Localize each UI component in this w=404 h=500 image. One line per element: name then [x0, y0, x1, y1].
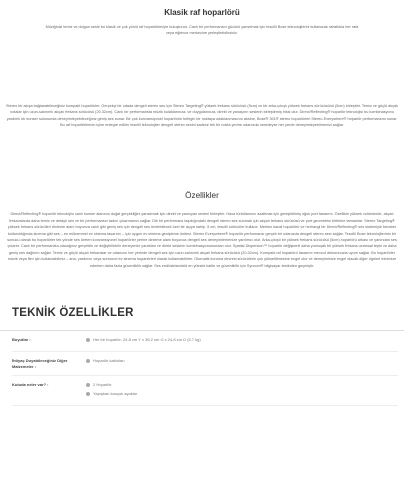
bullet-icon [86, 359, 90, 363]
spec-label: Kutuda neler var? : [12, 382, 49, 388]
spec-value-text: 2 Hoparlör [93, 382, 112, 388]
spec-value-text: Hoparlör kabloları [93, 358, 125, 364]
specs-title: TEKNİK ÖZELLİKLER [12, 307, 134, 320]
features-paragraph: Direct/Reflecting® hoparlör teknolojisi canlı konser alanının doğal gerçekliğini yansıtmak için direkt ve yansıyan sesleri birleştirir. Hava türbülansını azaltmak için genişletilmiş oğuk port tasarımı. Özellikle yüksek volümlerde, akçalı frekanslarda daha temiz ve detaylı ses ve bir performansın tadını çıkarmanızı sağlar. Dik bir performans taşıtlığındaki dengeli stereo ses sunmak için akçalı frekans sürücüsü ve port geometrisi birbirine tamamlar. Stereo Targeting® yüksek frekans sürücüleri dinleme alanı boyunca canlı gibi geniş ses için dengeli ses üretebilecek özel bir açıya sahip. 5 cm, tescilli sürücüler kullanır. Merkez kanal hoparlörü ve herhangi bir Direct/Reflecting® ses sistemiyle beraber kullanıldığında sinema gibi ses – en mükemmel ev sinema tasarımı – için uygun ev sinema genişleme ünitesi. Stereo Everywhere® hoparlör performansı gerçek bir odanızda dengeli stereo sesi sağlar. Tescilli Bose teknolojilerinin bir sonucu olarak bu hoparlörler tek yönde ses üreten konvansiyonel hoparlörler yerine dinleme alanı boyunca dengeli ses deneyimlemenize yardımcı olur. Arka-çıkışlı bir yüksek frekans sürücüsü (5cm) hoparlörü arkası ve yanından ses çıkartır. Canlı bir performansta olacağınız gerçeklik ve değiştirilebilir deneyimini yaratılan ve direkt seslerin kombinasyonunundan olur. Spatial Dispersion™ hoparlör değişkenli daha yumuşak bir yüksek frekans uzamsal tepki ve daha geniş ses dağılımı sağlar. Temiz ve güçlü akçalı frekanslar ve odanızın her yerinde dengeli ses için uzun-salınımlı akçalı frekans sürücüsü (20.32cm). Kompakt raf hoparlörü tasarımı mevcut dekorunuzla uyum sağlar. Bu hoparlörler müzik veya film için kullanılabilmiz – ana, yardımcı veya surround ev sinema hoparlörleri olarak kullanılabilirler. Otomatik koruma devresi sürücülerin çok yükseltilmesine engel olur ve deneyiminize engel olacak diğer ögeleri minimize ederken daha fazla güvenilirlik sağlar. Ses endüstrisindeki en yüksek kalite ve güvenilirlik için Syncom® bilgisayar testinden geçmiştir. [7, 212, 397, 268]
spec-label: İhtiyaç Duyabileceğiniz Diğer Malzemeler : [12, 358, 68, 370]
bullet-icon [86, 392, 90, 396]
spec-value-item [86, 391, 398, 397]
bullet-icon [86, 338, 90, 342]
specs-section [0, 307, 404, 406]
spec-row-in-the-box [12, 376, 398, 406]
intro-paragraph: Müziğinizi temiz ve dolgun sesle bu klasik ve çok yönlü raf hoparlörleriyle buluşturun. Canlı bir performansın gücünü yansıtmak için tescilli Bose teknolojilerini kullanarak rahatlıkla her rafa veya eğlence merkezine yerleştirebilirsiniz. [45, 25, 359, 36]
spec-value-item [86, 358, 398, 364]
bullet-icon [86, 383, 90, 387]
spec-values [86, 337, 398, 346]
spec-value-item [86, 382, 398, 388]
description-paragraph: Stereo bir akışa bağlanabileceğiniz kompakt hoparlörler. Gerçekçi bir odada dengeli stereo ses için Stereo Targeting® yüksek frekans sürücüsü (5cm) ve bir arka-çıkışlı yüksek frekans sürücüsünü (5cm) birleştirir. Temiz ve güçlü akçalı notalar için uzun-salınımlı akçalı frekans sürücüsü (20.32cm). Canlı bir performansta müzik kulaklarınıza, ve duygularınıza, direkt ve yanaşırın seslerin birleştirmiş hissi olur. Direct/Reflecting® hoparlör teknolojisi bu kombinasyonu yardımlı bir konser solonunda deneyimleyebileceğiniz geniş ses sunar. Bir çok konvansiyonel hoparlörün belirgin bir noktaya odaklanmasının aksine, Bose® 301® stereo hoparlörleri Stereo Everywhere® hoparlör performansını sunar. Bu raf hoparlörlerinin içine entegre edilen tescilli teknolojiler dengeli stereo sesini sadece tek bir nokta yerine odanızda neredeyse her yerde deneyimleyebilmenizi sağlar. [6, 103, 399, 128]
spec-row-other-materials [12, 352, 398, 376]
section-title-klasik: Klasik raf hoparlörü [164, 8, 240, 17]
spec-value-item [86, 337, 398, 343]
spec-values [86, 382, 398, 400]
intro-section [0, 0, 404, 128]
spec-row-dimensions [12, 331, 398, 352]
spec-label: Boyutlar : [12, 337, 31, 343]
features-section [0, 191, 404, 269]
section-title-features: Özellikler [185, 191, 219, 201]
spec-values [86, 358, 398, 370]
spec-value-text: Yapışkan kauçuk ayaklar [93, 391, 138, 397]
spec-value-text: Her bir hoparlör: 24.8 cm Y x 36.2 cm G x 24.8 cm D (5.7 kg) [93, 337, 201, 343]
